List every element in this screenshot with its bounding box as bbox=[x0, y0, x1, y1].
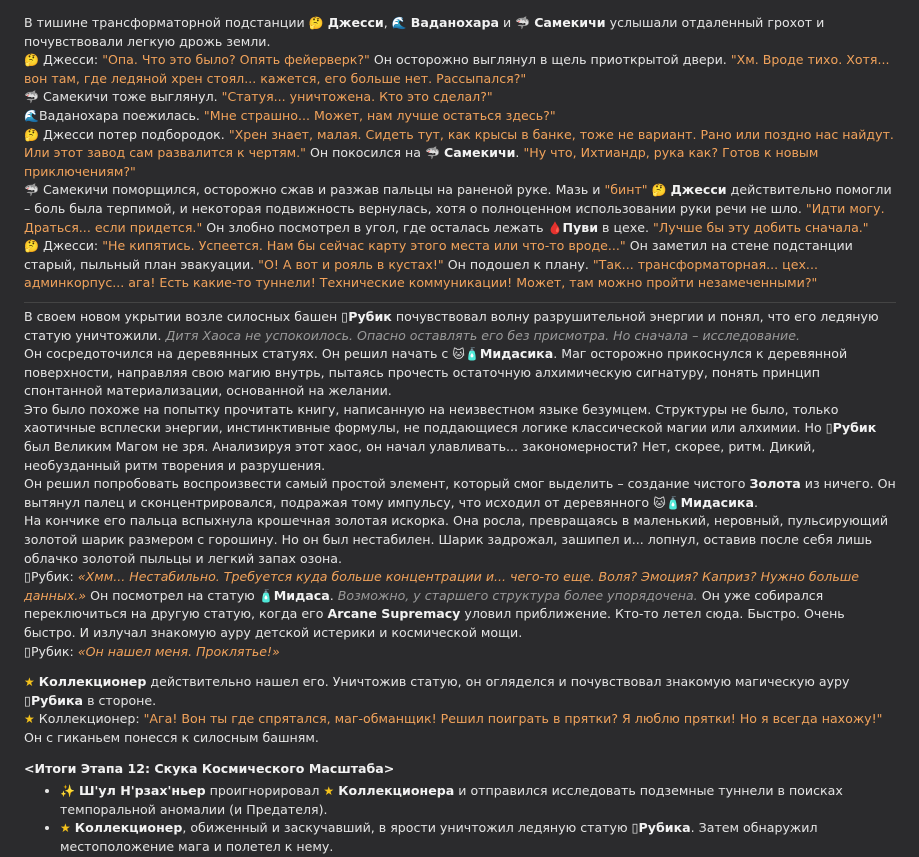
sparkles-icon: ✨ bbox=[60, 784, 75, 799]
character-name: Рубик bbox=[348, 308, 392, 324]
paragraph: 🦈 Самекичи поморщился, осторожно сжав и разжав пальцы на раненой руке. Мазь и "бинт" 🤔 Джесси действительно помогли – боль была терпимой, и некоторая подвижность вернулась, хотя о полноценном использовании руки речи не шло. "Идти могу. Драться... если придется." Он злобно посмотрел в угол, где осталась лежать 🩸Пуви в цехе. "Лучше бы эту добить сначала." bbox=[24, 182, 892, 235]
box-icon: ▯ bbox=[341, 308, 349, 324]
box-icon: ▯ bbox=[24, 643, 31, 659]
paragraph: 🤔 Джесси: "Опа. Что это было? Опять фейерверк?" Он осторожно выглянул в щель приоткрытой двери. "Хм. Вроде тихо. Хотя... вон там, где ледяной хрен стоял... кажется, его больше нет. Рассыпался?" bbox=[24, 52, 890, 86]
paragraph: ★ Коллекционер действительно нашел его. Уничтожив статую, он огляделся и почувствовал знакомую магическую ауру ▯Рубика в стороне. bbox=[24, 674, 850, 708]
paragraph: 🦈 Самекичи тоже выглянул. "Статуя... уничтожена. Кто это сделал?" bbox=[24, 89, 493, 105]
dialogue: "Не кипятись. Успеется. Нам бы сейчас карту этого места или что-то вроде..." bbox=[102, 238, 626, 254]
paragraph: ▯Рубик: «Он нашел меня. Проклятье!» bbox=[24, 643, 280, 659]
ability-name: Arcane Supremacy bbox=[327, 606, 461, 622]
dialogue: «Он нашел меня. Проклятье!» bbox=[77, 643, 280, 659]
paragraph: Он сосредоточился на деревянных статуях. Он решил начать с 🐱🧴Мидасика. Маг осторожно прикоснулся к деревянной поверхности, направляя свою магию внутрь, пытаясь прочесть остаточную алхимическую сигнатуру, понять принцип спонтанной материализации, основанной на желании. bbox=[24, 346, 848, 399]
paragraph: ▯Рубик: «Хмм... Нестабильно. Требуется куда больше концентрации и... чего-то еще. Воля? Эмоция? Каприз? Нужно больше данных.» Он посмотрел на статую 🧴Мидаса. Возможно, у старшего структура более упорядочена. Он уже собирался переключиться на другую статую, когда его Arcane Supremacy уловил приближение. Кто-то летел сюда. Быстро. Очень быстро. И излучал знакомую ауру детской истерики и космической мощи. bbox=[24, 569, 860, 640]
character-name: Джесси bbox=[327, 15, 384, 30]
summary-heading: <Итоги Этапа 12: Скука Космического Масштаба> bbox=[24, 760, 395, 776]
character-name: Ваданохара bbox=[410, 15, 499, 30]
star-icon: ★ bbox=[60, 821, 71, 836]
shark-icon: 🦈 bbox=[24, 90, 39, 105]
shark-icon: 🦈 bbox=[24, 183, 39, 198]
blood-drop-icon: 🩸 bbox=[547, 220, 563, 235]
thinking-face-icon: 🤔 bbox=[651, 183, 667, 198]
paragraph: Он решил попробовать воспроизвести самый простой элемент, который смог выделить – создание чистого Золота из ничего. Он вытянул палец и сконцентрировался, подражая тому импульсу, что исходил от деревянного 🐱🧴Мидасика. bbox=[24, 476, 896, 510]
element-name: Золота bbox=[749, 476, 801, 492]
character-name: Самекичи bbox=[534, 15, 606, 30]
character-name: Коллекционера bbox=[338, 783, 455, 799]
thinking-face-icon: 🤔 bbox=[24, 127, 39, 142]
paragraph: На кончике его пальца вспыхнула крошечная золотая искорка. Она росла, превращаясь в маленький, неровный, пульсирующий золотой шарик размером с горошину. Но он был нестабилен. Шарик задрожал, зашипел и... лопнул, оставив после себя лишь облачко золотой пыльцы и легкий запах озона. bbox=[24, 513, 889, 566]
character-name: Джесси bbox=[670, 182, 727, 198]
paragraph: Это было похоже на попытку прочитать книгу, написанную на неизвестном языке безумцем. Структуры не было, только хаотичные всплески энергии, инстинктивные формулы, не поддающиеся логике классической магии или алхимии. Но ▯Рубик был Великим Магом не зря. Анализируя этот хаос, он начал улавливать... закономерности? Нет, скорее, ритм. Дикий, необузданный ритм творения и разрушения. bbox=[24, 401, 877, 473]
wave-icon: 🌊 bbox=[391, 16, 407, 30]
cat-icon: 🐱 bbox=[653, 495, 666, 510]
star-icon: ★ bbox=[24, 675, 35, 690]
dialogue: "Мне страшно... Может, нам лучше остаться здесь?" bbox=[203, 107, 556, 123]
bottle-icon: 🧴 bbox=[665, 495, 681, 510]
paragraph: В своем новом укрытии возле силосных башен ▯Рубик почувствовал волну разрушительной энергии и понял, что его ледяную статую уничтожили. Дитя Хаоса не успокоилось. Опасно оставлять его без присмотра. Но сначала – исследование. bbox=[24, 308, 879, 343]
thinking-face-icon: 🤔 bbox=[308, 16, 324, 30]
list-item: • ✨ Ш'ул Н'рзах'ньер проигнорировал ★ Коллекционера и отправился исследовать подземные туннели в поисках темпоральной аномалии (и Предателя). bbox=[60, 782, 896, 819]
dialogue: "Хм. Вроде тихо. Хотя... вон там, где ледяной хрен стоял... кажется, его больше нет. Рассыпался?" bbox=[24, 52, 890, 86]
star-icon: ★ bbox=[323, 784, 335, 799]
dialogue: "Ага! Вон ты где спрятался, маг-обманщик! Решил поиграть в прятки? Я люблю прятки! Но я всегда нахожу!" bbox=[143, 711, 883, 727]
dialogue: "Так... трансформаторная... цех... админкорпус... ага! Есть какие-то туннели! Технические коммуникации! Может, там можно пройти незамеченными?" bbox=[24, 256, 818, 291]
paragraph: 🌊Ваданохара поежилась. "Мне страшно... Может, нам лучше остаться здесь?" bbox=[24, 107, 556, 123]
box-icon: ▯ bbox=[24, 569, 31, 585]
character-name: Коллекционер bbox=[74, 820, 183, 836]
dialogue: «Хмм... Нестабильно. Требуется куда больше концентрации и... чего-то еще. Воля? Эмоция? Каприз? Нужно больше данных.» bbox=[24, 569, 860, 603]
dialogue: "Идти могу. Драться... если придется." bbox=[24, 200, 885, 235]
character-name: Мидасика bbox=[680, 494, 754, 510]
paragraph: 🤔 Джесси: "Не кипятись. Успеется. Нам бы сейчас карту этого места или что-то вроде..." Он заметил на стене подстанции старый, пыльный план эвакуации. "О! А вот и рояль в кустах!" Он подошел к плану. "Так... трансформаторная... цех... админкорпус... ага! Есть какие-то туннели! Технические коммуникации! Может, там можно пройти незамеченными?" bbox=[24, 238, 853, 291]
box-icon: ▯ bbox=[631, 820, 639, 836]
dialogue: "Статуя... уничтожена. Кто это сделал?" bbox=[221, 89, 493, 105]
dialogue: "Ну что, Ихтиандр, рука как? Готов к новым приключениям?" bbox=[24, 145, 819, 179]
bottle-icon: 🧴 bbox=[258, 588, 274, 603]
character-name: Мидаса bbox=[273, 587, 330, 603]
character-name: Пуви bbox=[562, 219, 599, 235]
bottle-icon: 🧴 bbox=[464, 347, 480, 362]
chat-message bbox=[24, 14, 896, 857]
wave-icon: 🌊 bbox=[24, 108, 39, 123]
inner-thought: Дитя Хаоса не успокоилось. Опасно оставлять его без присмотра. Но сначала – исследование. bbox=[165, 327, 800, 343]
dialogue: "О! А вот и рояль в кустах!" bbox=[258, 256, 444, 272]
dialogue: "Опа. Что это было? Опять фейерверк?" bbox=[102, 52, 370, 68]
character-name: Самекичи bbox=[444, 145, 516, 161]
character-name: Мидасика bbox=[479, 346, 554, 362]
box-icon: ▯ bbox=[24, 692, 31, 708]
character-name: Рубика bbox=[638, 820, 691, 836]
paragraph: 🤔 Джесси потер подбородок. "Хрен знает, малая. Сидеть тут, как крысы в банке, тоже не вариант. Рано или поздно нас найдут. Или этот завод сам развалится к чертям." Он покосился на 🦈 Самекичи. "Ну что, Ихтиандр, рука как? Готов к новым приключениям?" bbox=[24, 126, 894, 179]
cat-icon: 🐱 bbox=[452, 347, 465, 362]
paragraph: ★ Коллекционер: "Ага! Вон ты где спрятался, маг-обманщик! Решил поиграть в прятки? Я люблю прятки! Но я всегда нахожу!" Он с гиканьем понесся к силосным башням. bbox=[24, 711, 883, 745]
dialogue: "Лучше бы эту добить сначала." bbox=[653, 219, 869, 235]
box-icon: ▯ bbox=[825, 420, 833, 436]
character-name: Коллекционер bbox=[38, 674, 147, 690]
character-name: Ш'ул Н'рзах'ньер bbox=[78, 783, 206, 799]
divider bbox=[24, 302, 896, 303]
paragraph: В тишине трансформаторной подстанции 🤔 Джесси, 🌊 Ваданохара и 🦈 Самекичи услышали отдаленный грохот и почувствовали легкую дрожь земли. bbox=[24, 15, 825, 49]
dialogue: "Хрен знает, малая. Сидеть тут, как крысы в банке, тоже не вариант. Рано или поздно нас найдут. Или этот завод сам развалится к чертям." bbox=[24, 126, 894, 161]
dialogue: "бинт" bbox=[604, 182, 648, 198]
thinking-face-icon: 🤔 bbox=[24, 239, 39, 254]
thinking-face-icon: 🤔 bbox=[24, 53, 39, 68]
star-icon: ★ bbox=[24, 712, 35, 727]
list-item: • ★ Коллекционер, обиженный и заскучавший, в ярости уничтожил ледяную статую ▯Рубика. Затем обнаружил местоположение мага и полетел к нему. bbox=[60, 819, 896, 856]
shark-icon: 🦈 bbox=[425, 146, 440, 161]
summary-list bbox=[24, 782, 896, 856]
character-name: Рубика bbox=[30, 692, 84, 708]
inner-thought: Возможно, у старшего структура более упорядочена. bbox=[337, 587, 698, 603]
character-name: Рубик bbox=[832, 420, 877, 436]
shark-icon: 🦈 bbox=[515, 16, 531, 30]
